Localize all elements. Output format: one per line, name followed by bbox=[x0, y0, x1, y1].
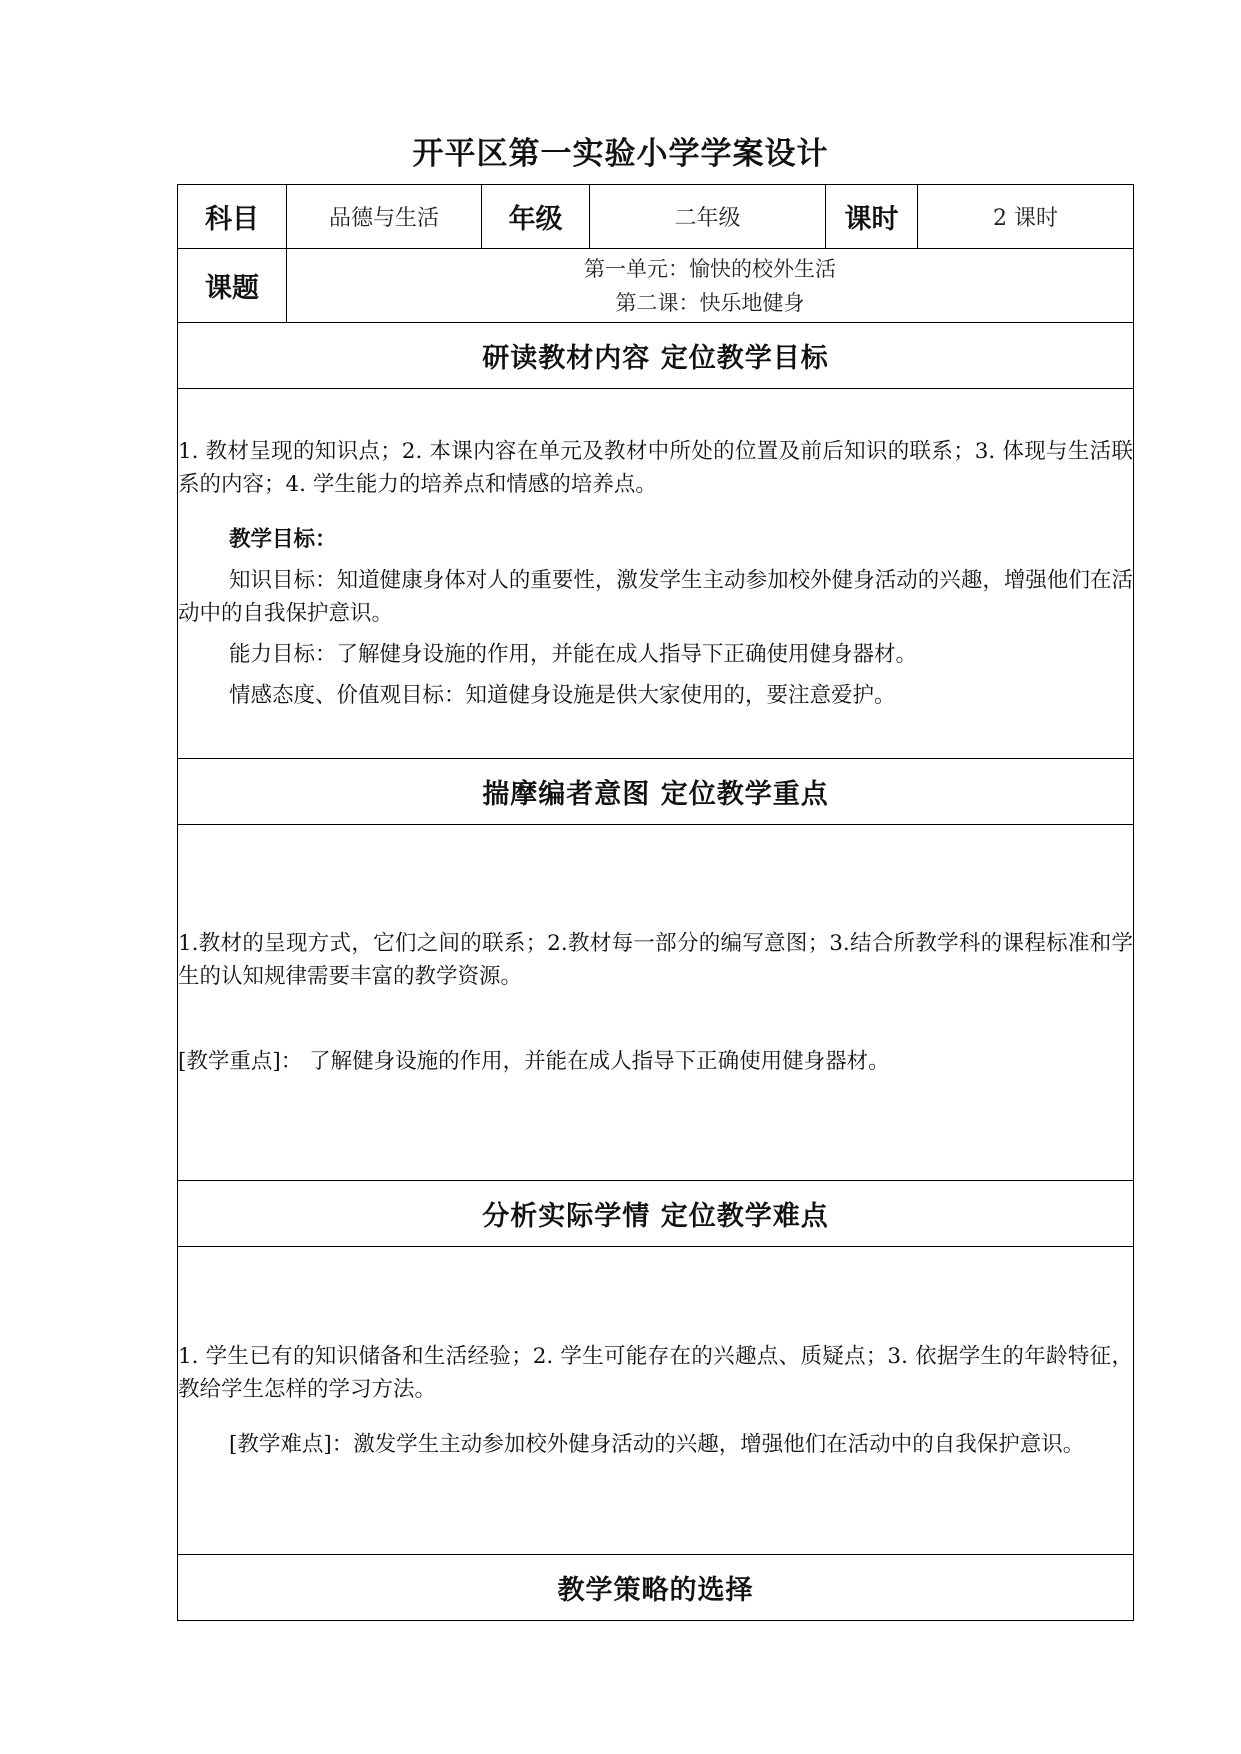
key-point: [教学重点]： 了解健身设施的作用，并能在成人指导下正确使用健身器材。 bbox=[178, 1049, 890, 1074]
goal-knowledge: 知识目标：知道健康身体对人的重要性，激发学生主动参加校外健身活动的兴趣，增强他们在活动中的自我保护意识。 bbox=[178, 568, 1133, 626]
section-heading-row bbox=[178, 759, 1134, 825]
section-heading-difficulty: 分析实际学情 定位教学难点 bbox=[178, 1181, 1134, 1247]
lesson-plan-table bbox=[177, 184, 1134, 1621]
section-heading-row bbox=[178, 323, 1134, 389]
difficulty-point: [教学难点]：激发学生主动参加校外健身活动的兴趣，增强他们在活动中的自我保护意识。 bbox=[229, 1432, 1085, 1457]
section-body-row bbox=[178, 1247, 1134, 1555]
section-heading-objectives: 研读教材内容 定位教学目标 bbox=[178, 323, 1134, 389]
section-body-row bbox=[178, 825, 1134, 1181]
section-body-objectives bbox=[178, 389, 1134, 759]
grade-label: 年级 bbox=[482, 185, 590, 249]
section-heading-row bbox=[178, 1555, 1134, 1621]
info-row bbox=[178, 185, 1134, 249]
section-body-row bbox=[178, 389, 1134, 759]
section-body-difficulty bbox=[178, 1247, 1134, 1555]
section-body-keypoint bbox=[178, 825, 1134, 1181]
document-title: 开平区第一实验小学学案设计 bbox=[412, 136, 829, 172]
goal-emotion: 情感态度、价值观目标：知道健身设施是供大家使用的，要注意爱护。 bbox=[229, 683, 896, 708]
section-heading-strategy: 教学策略的选择 bbox=[178, 1555, 1134, 1621]
hours-label: 课时 bbox=[826, 185, 918, 249]
topic-row bbox=[178, 249, 1134, 323]
goals-heading: 教学目标： bbox=[229, 527, 337, 552]
section-intro: 1. 教材呈现的知识点；2. 本课内容在单元及教材中所处的位置及前后知识的联系；3. 体现与生活联系的内容；4. 学生能力的培养点和情感的培养点。 bbox=[178, 439, 1133, 497]
subject-label: 科目 bbox=[178, 185, 287, 249]
section-intro: 1. 学生已有的知识储备和生活经验；2. 学生可能存在的兴趣点、质疑点；3. 依据学生的年龄特征，教给学生怎样的学习方法。 bbox=[178, 1344, 1133, 1402]
section-intro: 1.教材的呈现方式，它们之间的联系；2.教材每一部分的编写意图；3.结合所教学科的课程标准和学生的认知规律需要丰富的教学资源。 bbox=[178, 931, 1133, 989]
grade-value: 二年级 bbox=[590, 185, 826, 249]
subject-value: 品德与生活 bbox=[287, 185, 482, 249]
topic-unit: 第一单元：愉快的校外生活 bbox=[584, 256, 836, 281]
topic-value bbox=[287, 249, 1134, 323]
goal-ability: 能力目标：了解健身设施的作用，并能在成人指导下正确使用健身器材。 bbox=[229, 642, 918, 667]
hours-value: 2 课时 bbox=[918, 185, 1134, 249]
section-heading-keypoint: 揣摩编者意图 定位教学重点 bbox=[178, 759, 1134, 825]
section-heading-row bbox=[178, 1181, 1134, 1247]
topic-label: 课题 bbox=[178, 249, 287, 323]
topic-lesson: 第二课：快乐地健身 bbox=[615, 290, 805, 315]
